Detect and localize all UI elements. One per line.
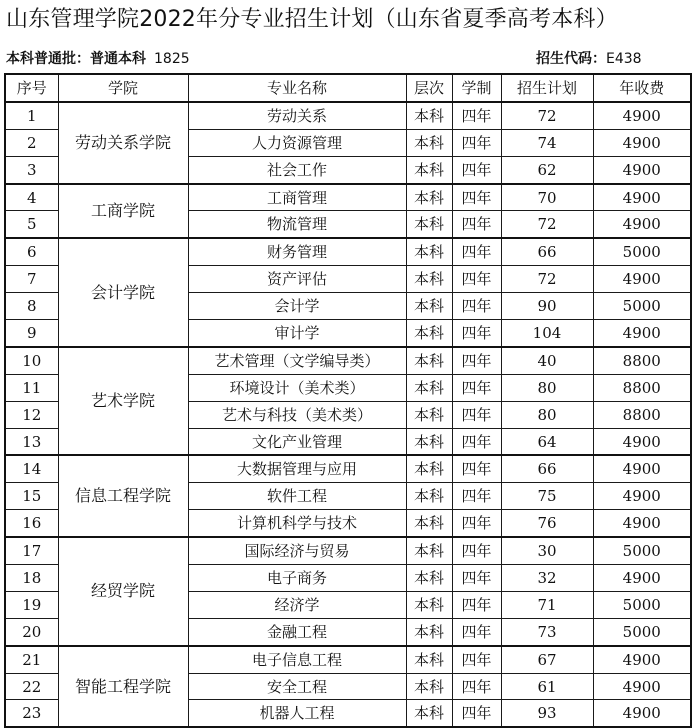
cell-major: 文化产业管理 bbox=[188, 428, 406, 455]
cell-major: 物流管理 bbox=[188, 211, 406, 238]
cell-college: 智能工程学院 bbox=[58, 646, 188, 728]
cell-duration: 四年 bbox=[452, 428, 501, 455]
cell-duration: 四年 bbox=[452, 483, 501, 510]
cell-fee: 5000 bbox=[593, 591, 691, 618]
cell-level: 本科 bbox=[406, 156, 452, 183]
cell-seq: 15 bbox=[5, 483, 58, 510]
cell-plan: 80 bbox=[501, 374, 593, 401]
table-row bbox=[5, 184, 691, 211]
code-label: 招生代码： bbox=[536, 51, 606, 67]
cell-level: 本科 bbox=[406, 700, 452, 727]
cell-plan: 76 bbox=[501, 510, 593, 537]
cell-fee: 4900 bbox=[593, 184, 691, 211]
cell-level: 本科 bbox=[406, 483, 452, 510]
cell-seq: 16 bbox=[5, 510, 58, 537]
table-row bbox=[5, 347, 691, 374]
enrollment-plan-table bbox=[4, 73, 692, 728]
table-row bbox=[5, 102, 691, 129]
cell-major: 审计学 bbox=[188, 320, 406, 347]
cell-level: 本科 bbox=[406, 428, 452, 455]
cell-seq: 22 bbox=[5, 673, 58, 700]
cell-fee: 5000 bbox=[593, 293, 691, 320]
cell-plan: 40 bbox=[501, 347, 593, 374]
cell-duration: 四年 bbox=[452, 184, 501, 211]
cell-plan: 70 bbox=[501, 184, 593, 211]
cell-seq: 14 bbox=[5, 455, 58, 482]
cell-level: 本科 bbox=[406, 374, 452, 401]
cell-major: 安全工程 bbox=[188, 673, 406, 700]
cell-plan: 66 bbox=[501, 455, 593, 482]
cell-level: 本科 bbox=[406, 184, 452, 211]
cell-seq: 17 bbox=[5, 537, 58, 564]
cell-seq: 10 bbox=[5, 347, 58, 374]
cell-major: 金融工程 bbox=[188, 618, 406, 645]
cell-major: 软件工程 bbox=[188, 483, 406, 510]
cell-level: 本科 bbox=[406, 565, 452, 592]
cell-duration: 四年 bbox=[452, 401, 501, 428]
cell-fee: 4900 bbox=[593, 700, 691, 727]
cell-plan: 66 bbox=[501, 238, 593, 265]
cell-duration: 四年 bbox=[452, 510, 501, 537]
cell-seq: 11 bbox=[5, 374, 58, 401]
cell-seq: 3 bbox=[5, 156, 58, 183]
cell-seq: 18 bbox=[5, 565, 58, 592]
cell-major: 国际经济与贸易 bbox=[188, 537, 406, 564]
cell-duration: 四年 bbox=[452, 347, 501, 374]
cell-seq: 19 bbox=[5, 591, 58, 618]
cell-fee: 4900 bbox=[593, 510, 691, 537]
cell-duration: 四年 bbox=[452, 156, 501, 183]
cell-seq: 23 bbox=[5, 700, 58, 727]
cell-major: 劳动关系 bbox=[188, 102, 406, 129]
cell-major: 电子信息工程 bbox=[188, 646, 406, 673]
cell-major: 工商管理 bbox=[188, 184, 406, 211]
cell-level: 本科 bbox=[406, 347, 452, 374]
table-row bbox=[5, 455, 691, 482]
cell-plan: 32 bbox=[501, 565, 593, 592]
cell-college: 经贸学院 bbox=[58, 537, 188, 646]
cell-duration: 四年 bbox=[452, 238, 501, 265]
cell-fee: 8800 bbox=[593, 401, 691, 428]
cell-duration: 四年 bbox=[452, 374, 501, 401]
cell-fee: 5000 bbox=[593, 238, 691, 265]
cell-duration: 四年 bbox=[452, 646, 501, 673]
cell-major: 电子商务 bbox=[188, 565, 406, 592]
cell-fee: 4900 bbox=[593, 102, 691, 129]
cell-duration: 四年 bbox=[452, 211, 501, 238]
cell-major: 机器人工程 bbox=[188, 700, 406, 727]
cell-fee: 4900 bbox=[593, 646, 691, 673]
cell-major: 艺术与科技（美术类） bbox=[188, 401, 406, 428]
cell-college: 艺术学院 bbox=[58, 347, 188, 456]
cell-plan: 62 bbox=[501, 156, 593, 183]
header-duration: 学制 bbox=[452, 74, 501, 102]
cell-fee: 4900 bbox=[593, 455, 691, 482]
cell-major: 社会工作 bbox=[188, 156, 406, 183]
cell-fee: 4900 bbox=[593, 673, 691, 700]
table-header-row bbox=[5, 74, 691, 102]
header-plan: 招生计划 bbox=[501, 74, 593, 102]
cell-level: 本科 bbox=[406, 211, 452, 238]
cell-college: 信息工程学院 bbox=[58, 455, 188, 537]
header-college: 学院 bbox=[58, 74, 188, 102]
cell-level: 本科 bbox=[406, 129, 452, 156]
cell-seq: 20 bbox=[5, 618, 58, 645]
cell-level: 本科 bbox=[406, 320, 452, 347]
cell-major: 人力资源管理 bbox=[188, 129, 406, 156]
cell-duration: 四年 bbox=[452, 455, 501, 482]
cell-fee: 4900 bbox=[593, 129, 691, 156]
cell-plan: 93 bbox=[501, 700, 593, 727]
cell-major: 大数据管理与应用 bbox=[188, 455, 406, 482]
cell-level: 本科 bbox=[406, 537, 452, 564]
table-row bbox=[5, 646, 691, 673]
cell-plan: 71 bbox=[501, 591, 593, 618]
cell-plan: 90 bbox=[501, 293, 593, 320]
cell-plan: 74 bbox=[501, 129, 593, 156]
cell-seq: 13 bbox=[5, 428, 58, 455]
cell-duration: 四年 bbox=[452, 618, 501, 645]
cell-plan: 75 bbox=[501, 483, 593, 510]
cell-seq: 2 bbox=[5, 129, 58, 156]
cell-plan: 61 bbox=[501, 673, 593, 700]
cell-level: 本科 bbox=[406, 510, 452, 537]
cell-duration: 四年 bbox=[452, 673, 501, 700]
cell-seq: 1 bbox=[5, 102, 58, 129]
cell-level: 本科 bbox=[406, 618, 452, 645]
cell-seq: 8 bbox=[5, 293, 58, 320]
cell-plan: 64 bbox=[501, 428, 593, 455]
cell-fee: 4900 bbox=[593, 565, 691, 592]
cell-level: 本科 bbox=[406, 238, 452, 265]
cell-major: 计算机科学与技术 bbox=[188, 510, 406, 537]
cell-plan: 30 bbox=[501, 537, 593, 564]
cell-plan: 104 bbox=[501, 320, 593, 347]
cell-plan: 67 bbox=[501, 646, 593, 673]
cell-plan: 72 bbox=[501, 266, 593, 293]
table-row bbox=[5, 537, 691, 564]
cell-plan: 80 bbox=[501, 401, 593, 428]
cell-level: 本科 bbox=[406, 673, 452, 700]
cell-seq: 9 bbox=[5, 320, 58, 347]
enrollment-code bbox=[536, 49, 642, 69]
cell-fee: 4900 bbox=[593, 483, 691, 510]
page-title: 山东管理学院2022年分专业招生计划（山东省夏季高考本科） bbox=[6, 7, 618, 32]
cell-duration: 四年 bbox=[452, 537, 501, 564]
table-row bbox=[5, 238, 691, 265]
cell-level: 本科 bbox=[406, 455, 452, 482]
cell-fee: 4900 bbox=[593, 320, 691, 347]
cell-fee: 8800 bbox=[593, 347, 691, 374]
header-major: 专业名称 bbox=[188, 74, 406, 102]
cell-seq: 4 bbox=[5, 184, 58, 211]
code-value: E438 bbox=[606, 51, 642, 67]
cell-college: 工商学院 bbox=[58, 184, 188, 239]
cell-fee: 4900 bbox=[593, 156, 691, 183]
cell-major: 环境设计（美术类） bbox=[188, 374, 406, 401]
cell-duration: 四年 bbox=[452, 266, 501, 293]
cell-college: 劳动关系学院 bbox=[58, 102, 188, 184]
cell-level: 本科 bbox=[406, 266, 452, 293]
cell-duration: 四年 bbox=[452, 320, 501, 347]
header-level: 层次 bbox=[406, 74, 452, 102]
cell-seq: 7 bbox=[5, 266, 58, 293]
cell-seq: 6 bbox=[5, 238, 58, 265]
cell-fee: 4900 bbox=[593, 266, 691, 293]
cell-major: 会计学 bbox=[188, 293, 406, 320]
cell-level: 本科 bbox=[406, 646, 452, 673]
cell-duration: 四年 bbox=[452, 293, 501, 320]
cell-duration: 四年 bbox=[452, 129, 501, 156]
cell-college: 会计学院 bbox=[58, 238, 188, 347]
cell-duration: 四年 bbox=[452, 591, 501, 618]
batch-total: 1825 bbox=[154, 51, 190, 67]
cell-level: 本科 bbox=[406, 401, 452, 428]
cell-level: 本科 bbox=[406, 591, 452, 618]
cell-seq: 5 bbox=[5, 211, 58, 238]
header-seq: 序号 bbox=[5, 74, 58, 102]
cell-duration: 四年 bbox=[452, 565, 501, 592]
cell-fee: 5000 bbox=[593, 537, 691, 564]
batch-info bbox=[6, 49, 190, 69]
header-fee: 年收费 bbox=[593, 74, 691, 102]
cell-fee: 4900 bbox=[593, 428, 691, 455]
cell-fee: 8800 bbox=[593, 374, 691, 401]
cell-level: 本科 bbox=[406, 293, 452, 320]
cell-seq: 12 bbox=[5, 401, 58, 428]
cell-major: 经济学 bbox=[188, 591, 406, 618]
table-body bbox=[5, 102, 691, 727]
cell-plan: 72 bbox=[501, 102, 593, 129]
cell-major: 艺术管理（文学编导类） bbox=[188, 347, 406, 374]
cell-fee: 4900 bbox=[593, 211, 691, 238]
cell-major: 财务管理 bbox=[188, 238, 406, 265]
batch-label: 本科普通批：普通本科 bbox=[6, 51, 146, 67]
cell-plan: 73 bbox=[501, 618, 593, 645]
cell-duration: 四年 bbox=[452, 102, 501, 129]
cell-level: 本科 bbox=[406, 102, 452, 129]
cell-plan: 72 bbox=[501, 211, 593, 238]
cell-major: 资产评估 bbox=[188, 266, 406, 293]
cell-seq: 21 bbox=[5, 646, 58, 673]
cell-duration: 四年 bbox=[452, 700, 501, 727]
cell-fee: 5000 bbox=[593, 618, 691, 645]
